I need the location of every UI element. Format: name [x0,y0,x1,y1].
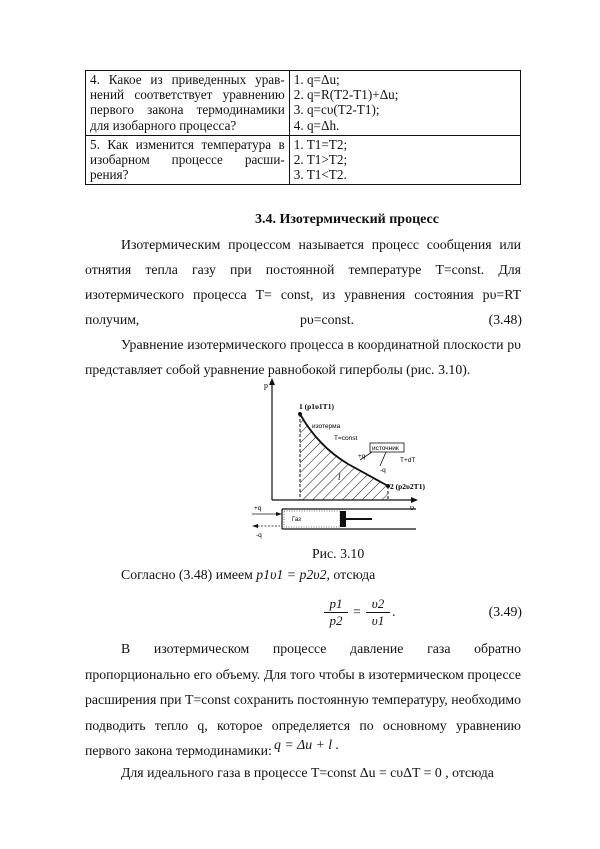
piston [340,511,346,527]
isotherm-label: изотерма [312,423,341,430]
isotherm-diagram [248,376,425,544]
p-axis-label: p [264,381,268,390]
paragraph-relation [121,567,375,583]
paragraph-ideal-gas: Для идеального газа в процессе T=const Δu = cυΔT = 0 , отсюда [121,765,494,780]
tconst-label: T=const [334,435,358,442]
equation-first-law: q = Δu + l . [274,737,340,752]
equation-3-48: pυ=const. [300,312,355,327]
answer-option: 1. T1=T2; [293,136,348,152]
heat-source-label: источник [372,445,399,452]
question-cell: 4. Какое из приведенных урав-нений соответствует уравнению первого закона термодинамики для изобарного процесса? [86,71,290,136]
piston-minus-q: -q [256,532,262,539]
answer-option: 3. T1<T2. [293,167,347,183]
answer-option: 1. q=Δu; [293,72,340,87]
minus-q-label: -q [380,467,386,474]
fraction-volume [366,596,390,629]
answer-option: 4. q=Δh. [293,117,340,133]
relation-prefix: Согласно (3.48) имеем [121,567,253,582]
figure-caption: Рис. 3.10 [312,546,365,561]
equation-number-3-48: (3.48) [488,312,522,327]
fraction-pressure [324,596,348,629]
answer-option: 3. q=cυ(T2-T1); [293,102,380,118]
equals-sign: = [353,604,361,619]
v-axis-label: υ [410,503,414,512]
answer-option: 2. q=R(T2-T1)+Δu; [293,87,399,103]
period: . [392,604,396,619]
fraction-denominator: p2 [329,613,343,628]
fraction-numerator: p1 [324,596,348,613]
table-row [86,135,521,185]
gas-label: Газ [292,517,301,523]
tdt-label: T+dT [400,457,416,464]
answers-cell [289,135,520,185]
piston-plus-q: +q [254,505,262,512]
paragraph-hyperbola: Уравнение изотермического процесса в координатной плоскости pυ представляет собой уравнение равнобокой гиперболы (рис. 3.10). [85,337,521,377]
answer-option: 2. T1>T2; [293,152,348,168]
work-label: l [338,472,341,482]
point2-label: 2 (p2υ2T1) [390,482,425,491]
answers-cell [289,71,520,136]
point1-label: 1 (p1υ1T1) [299,402,334,411]
equation-number-3-49: (3.49) [488,604,522,619]
paragraph-inverse-proportion: В изотермическом процессе давление газа обратно пропорционально его объему. Для того чтобы в изотермическом процессе расширения при T=const сохранить постоянную температуру, необходимо подводить тепло q, которое определяется по основному уравнению первого закона термодинамики: [85,641,521,758]
table-row [86,71,521,136]
question-cell: 5. Как изменится температура в изобарном процессе расши-рения? [86,135,290,185]
quiz-table [85,70,521,185]
plus-q-label: +q [358,453,366,460]
relation-suffix: , отсюда [326,567,376,582]
relation-equation: p1υ1 = p2υ2 [256,567,327,582]
paragraph-definition: Изотермическим процессом называется процесс сообщения или отнятия тепла газу при постоянной температуре T=const. Для изотермического процесса T= const, из уравнения состояния pυ=RT получим, [85,237,521,327]
fraction-denominator: υ1 [371,613,385,628]
section-title: 3.4. Изотермический процесс [255,212,439,227]
fraction-numerator: υ2 [366,596,390,613]
